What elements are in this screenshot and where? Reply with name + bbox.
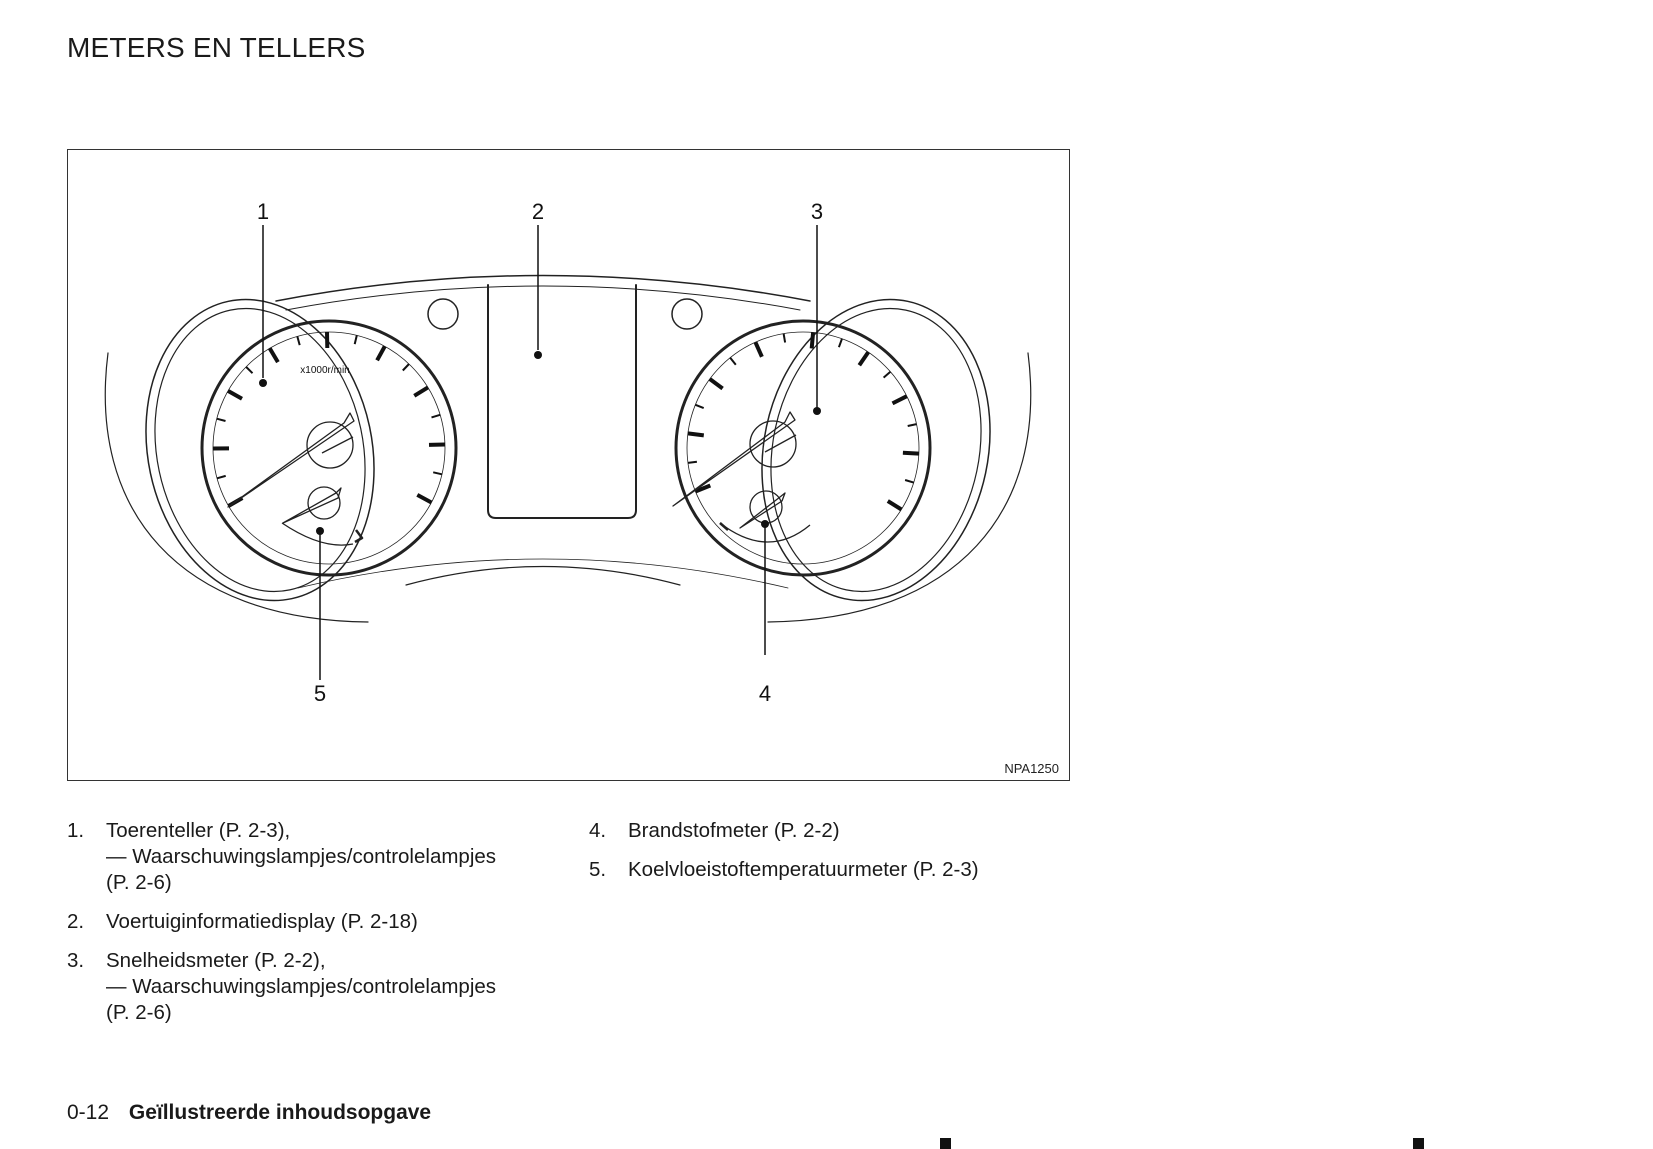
legend-item xyxy=(67,818,567,896)
legend-item xyxy=(589,857,1089,883)
speedometer-tick xyxy=(688,433,704,435)
speedometer-tick xyxy=(888,501,902,510)
legend-right xyxy=(589,818,1089,896)
vehicle-info-display xyxy=(488,285,636,518)
speedometer-tick xyxy=(710,379,723,389)
speedometer-scale-ring xyxy=(687,332,919,564)
tachometer-unit-label: x1000r/min xyxy=(300,365,350,376)
speedometer-tick xyxy=(784,334,786,343)
tachometer-tick xyxy=(403,364,409,371)
right-bezel-outer xyxy=(735,278,1017,622)
legend-item xyxy=(67,909,567,935)
tachometer-face xyxy=(202,321,456,575)
instrument-cluster-figure xyxy=(67,149,1070,781)
speedometer-tick xyxy=(839,339,842,348)
speedometer-tick xyxy=(905,480,914,483)
indicator-lamp-right xyxy=(672,299,702,329)
legend-item-text: (P. 2-6) xyxy=(106,871,172,894)
page-footer xyxy=(67,1101,431,1125)
legend-item-number: 2. xyxy=(67,910,85,933)
speedometer-face xyxy=(676,321,930,575)
speedometer-tick xyxy=(908,424,917,426)
callout-5-dot xyxy=(316,527,324,535)
legend-item-number: 4. xyxy=(589,819,607,842)
callout-3-dot xyxy=(813,407,821,415)
legend-item-text: Snelheidsmeter (P. 2-2), xyxy=(106,949,326,972)
speedometer-tick xyxy=(755,342,762,357)
tachometer-tick xyxy=(297,336,299,345)
legend-item-text: (P. 2-6) xyxy=(106,1001,172,1024)
callout-2-number: 2 xyxy=(531,199,545,224)
temp-gauge-hub xyxy=(308,487,340,519)
callout-1-dot xyxy=(259,379,267,387)
crop-mark-left xyxy=(940,1138,951,1149)
legend-left xyxy=(67,818,567,1039)
tachometer-tick xyxy=(355,335,357,344)
tachometer-tick xyxy=(270,348,278,362)
footer-page-number: 0-12 xyxy=(67,1101,110,1124)
speedometer-tick xyxy=(688,462,697,463)
tachometer-tick xyxy=(377,346,385,360)
housing-right-edge xyxy=(768,353,1031,622)
tachometer-tick xyxy=(217,476,226,478)
speedometer-tick xyxy=(903,453,919,454)
speedometer-tick xyxy=(893,396,907,403)
legend-item-text: — Waarschuwingslampjes/controlelampjes xyxy=(106,975,497,998)
fuel-gauge-empty-mark xyxy=(720,523,728,530)
temp-gauge-hot-mark xyxy=(355,530,362,542)
crop-mark-right xyxy=(1413,1138,1424,1149)
figure-code: NPA1250 xyxy=(1004,761,1059,776)
callout-3-number: 3 xyxy=(810,199,824,224)
speedometer-tick xyxy=(884,372,891,378)
callout-2-dot xyxy=(534,351,542,359)
speedometer-needle xyxy=(673,412,795,506)
legend-item xyxy=(67,948,567,1026)
legend-item-text: Koelvloeistoftemperatuurmeter (P. 2-3) xyxy=(628,858,979,881)
tachometer-tick xyxy=(228,391,242,399)
tachometer-tick xyxy=(433,472,442,474)
housing-lower-arch xyxy=(406,567,680,586)
instrument-cluster-illustration xyxy=(68,150,1068,779)
indicator-lamp-left xyxy=(428,299,458,329)
legend-item-text: Voertuiginformatiedisplay (P. 2-18) xyxy=(106,910,418,933)
housing-lower-arch-inner xyxy=(298,559,788,588)
tachometer-tick xyxy=(432,415,441,418)
page-title: METERS EN TELLERS xyxy=(67,32,366,63)
callout-5-number: 5 xyxy=(313,681,327,706)
legend-item-text: Toerenteller (P. 2-3), xyxy=(106,819,291,842)
footer-section-title: Geïllustreerde inhoudsopgave xyxy=(128,1101,432,1124)
legend-item-text: — Waarschuwingslampjes/controlelampjes xyxy=(106,845,497,868)
speedometer-tick xyxy=(730,358,736,365)
legend-item-number: 5. xyxy=(589,858,607,881)
tachometer-tick xyxy=(217,419,226,421)
speedometer-tick xyxy=(859,352,868,365)
tachometer-tick xyxy=(417,495,431,503)
housing-inner-top-edge xyxy=(286,286,800,310)
legend-item xyxy=(589,818,1089,844)
speedometer-tick xyxy=(812,332,813,348)
housing-top-edge xyxy=(276,276,810,302)
legend-item-number: 3. xyxy=(67,949,85,972)
legend-item-number: 1. xyxy=(67,819,85,842)
speedometer-tick xyxy=(695,405,703,408)
callout-4-number: 4 xyxy=(758,681,772,706)
tachometer-tick xyxy=(246,367,252,373)
callout-1-number: 1 xyxy=(256,199,270,224)
legend-item-text: Brandstofmeter (P. 2-2) xyxy=(628,819,840,842)
tachometer-tick xyxy=(414,387,428,395)
left-bezel-inner xyxy=(130,289,391,612)
callout-4-dot xyxy=(761,520,769,528)
